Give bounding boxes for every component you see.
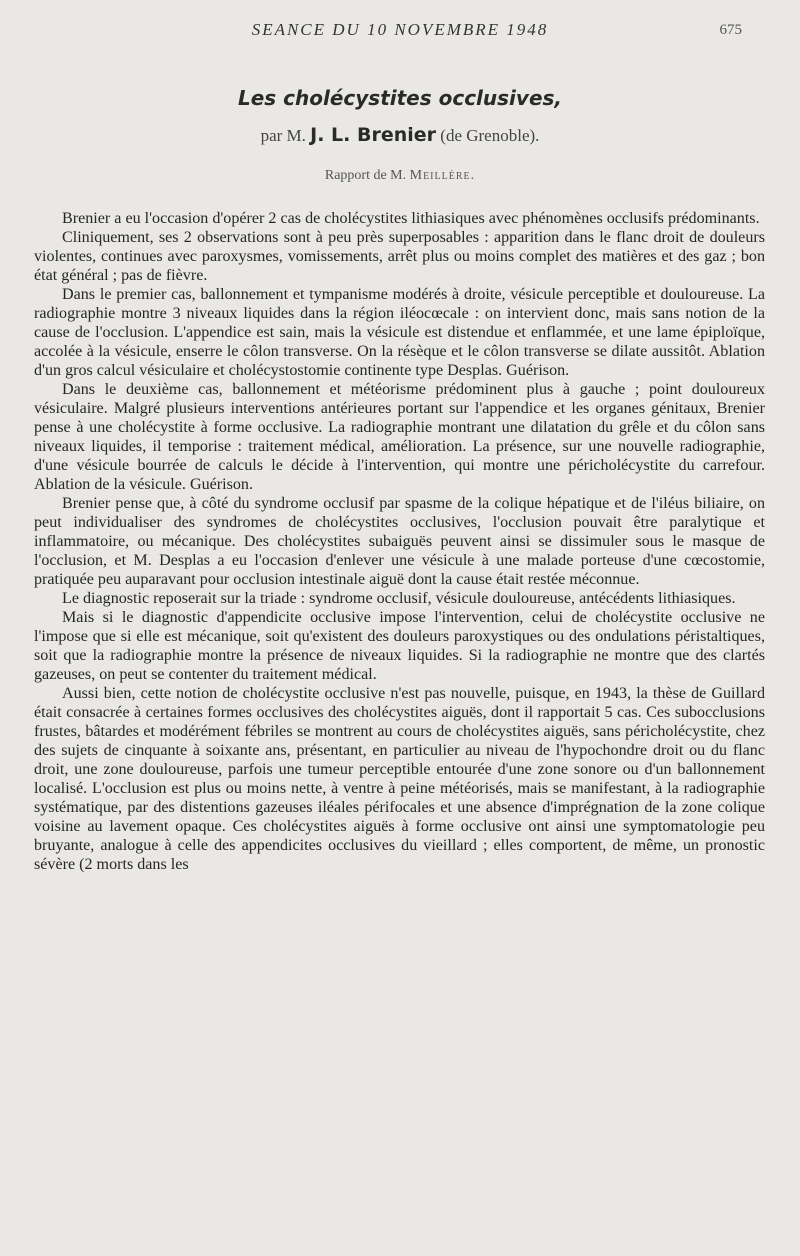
paragraph: Dans le premier cas, ballonnement et tympanisme modérés à droite, vésicule perceptible et douloureuse. La radiographie montre 3 niveaux liquides dans la région iléocœcale : on intervient donc, mais sans notion de la cause de l'occlusion. L'appendice est sain, mais la vésicule est distendue et enflammée, et une lame épiploïque, accolée à la vésicule, enserre le côlon transverse. On la résèque et le côlon transverse se dilate aussitôt. Ablation d'un gros calcul vésiculaire et cholécystostomie continente type Desplas. Guérison. [34,286,765,379]
paragraph: Dans le deuxième cas, ballonnement et météorisme prédominent plus à gauche ; point douloureux vésiculaire. Malgré plusieurs interventions antérieures portant sur l'appendice et les organes génitaux, Brenier pense à une cholécystite à forme occlusive. La radiographie montrant une dilatation du grêle et du côlon sans niveaux liquides, il temporise : traitement médical, amélioration. La présence, sur une nouvelle radiographie, d'une vésicule bourrée de calculs le décide à l'intervention, qui montre une péricholécystite du carrefour. Ablation de la vésicule. Guérison. [34,381,765,493]
article-body [34,209,765,874]
paragraph: Le diagnostic reposerait sur la triade : syndrome occlusif, vésicule douloureuse, antécédents lithiasiques. [62,590,736,607]
paragraph: Aussi bien, cette notion de cholécystite occlusive n'est pas nouvelle, puisque, en 1943, la thèse de Guillard était consacrée à certaines formes occlusives des cholécystites aiguës, dont il rapportait 5 cas. Ces subocclusions frustes, bâtardes et modérément fébriles se montrent au cours de cholécystites aiguës, sans péricholécystite, chez des sujets de cinquante à soixante ans, présentant, en particulier au niveau de l'hypochondre droit ou du flanc droit, une zone douloureuse, parfois une tumeur perceptible entourée d'une zone sonore ou d'un ballonnement localisé. L'occlusion est plus ou moins nette, à ventre à peine météorisés, mais se manifestant, à la radiographie systématique, par des distentions gazeuses iléales périfocales et une absence d'imprégnation de la zone colique voisine au lavement opaque. Ces cholécystites aiguës à forme occlusive ont ainsi une symptomatologie peu bruyante, analogue à celle des appendicites occlusives du vieillard ; elles comportent, de même, un pronostic sévère (2 morts dans les [34,685,765,873]
reporter-name: Meillère. [409,168,476,183]
paragraph: Brenier pense que, à côté du syndrome occlusif par spasme de la colique hépatique et de l'iléus biliaire, on peut individualiser des syndromes de cholécystites occlusives, l'occlusion pouvait être paralytique et inflammatoire, ou mécanique. Des cholécystites subaiguës peuvent ainsi se dissimuler sous le masque de l'occlusion, et M. Desplas a eu l'occasion d'enlever une vésicule à une malade porteuse d'une cœcostomie, pratiquée peu auparavant pour occlusion intestinale aiguë dont la cause était restée méconnue. [34,495,765,588]
author-affiliation: (de Grenoble). [440,126,540,145]
running-head [0,20,800,44]
paragraph: Brenier a eu l'occasion d'opérer 2 cas de cholécystites lithiasiques avec phénomènes occlusifs prédominants. [62,210,760,227]
report-prefix: Rapport de M. [324,168,407,183]
article-title: Les cholécystites occlusives, [237,86,563,110]
author-name: J. L. Brenier [310,124,437,146]
running-head-title: SEANCE DU 10 NOVEMBRE 1948 [251,20,549,39]
byline [0,124,800,146]
page-number: 675 [719,22,742,38]
paragraph: Cliniquement, ses 2 observations sont à peu près superposables : apparition dans le flanc droit de douleurs violentes, continues avec paroxysmes, vomissements, arrêt plus ou moins complet des matières et des gaz ; bon état général ; pas de fièvre. [34,229,765,284]
report-line [0,168,800,184]
paragraph: Mais si le diagnostic d'appendicite occlusive impose l'intervention, celui de cholécystite occlusive ne l'impose que si elle est mécanique, soit qu'existent des douleurs paroxystiques ou des ondulations péristaltiques, soit que la radiographie montre la présence de niveaux liquides. Si la radiographie ne montre que des clartés gazeuses, on peut se contenter du traitement médical. [34,609,765,683]
byline-prefix: par M. [260,126,306,145]
